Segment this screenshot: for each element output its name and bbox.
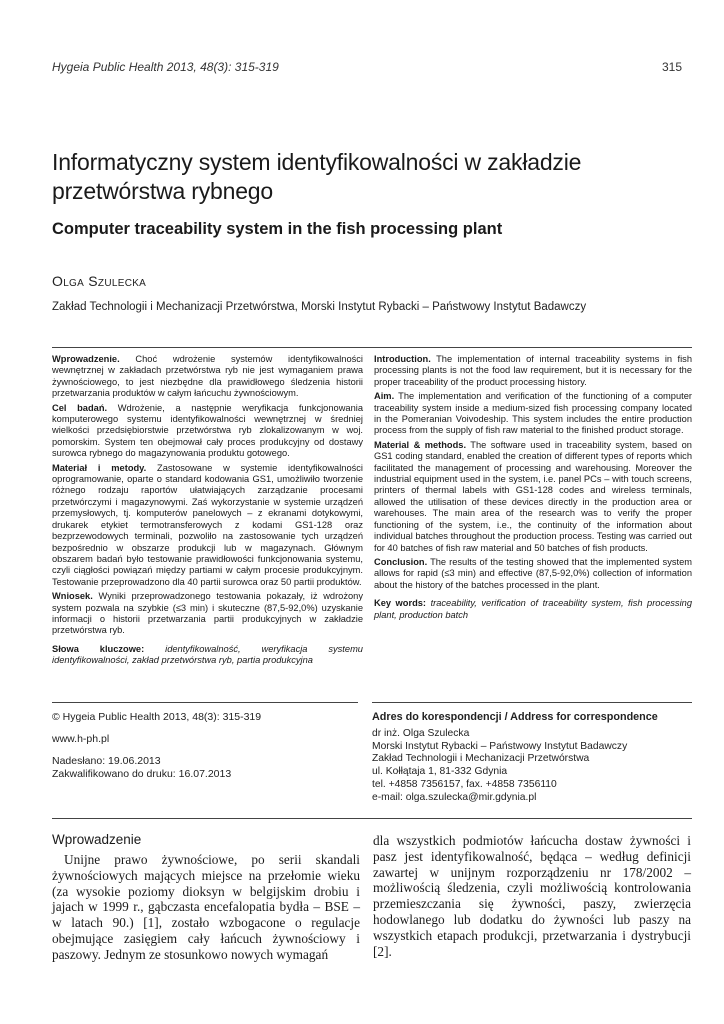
abstract-pl-intro-text: Choć wdrożenie systemów identyfikowalności wewnętrznej w zakładach przetwórstwa ryb nie jest wymaganiem prawa żywnościowego, to jest niezbędne dla prawidłowego śledzenia historii przetwarzania produktów w całym łańcuchu żywnościowym. [52, 354, 363, 399]
abstract-en-aim-label: Aim. [374, 391, 395, 402]
abstract-en-intro-label: Introduction. [374, 354, 431, 364]
abstract-en-conclusion [374, 557, 692, 591]
correspondence-institute: Morski Instytut Rybacki – Państwowy Instytut Badawczy [372, 740, 628, 752]
abstract-pl-conclusions-text: Wyniki przeprowadzonego testowania pokazały, iż wdrożony system pozwala na szybkie (≤3 min) i skuteczne (87,5-92,0%) uzyskanie informacji o historii przetwarzania partii produkcyjnych w zakładzie przetwórstwa ryb. [52, 591, 363, 636]
abstract-en-intro [374, 354, 692, 388]
keywords-en-text: traceability, verification of traceability system, fish processing plant, production batch [374, 598, 692, 620]
author-name: Olga Szulecka [52, 273, 147, 289]
abstract-en-methods [374, 440, 692, 554]
abstract-en-methods-label: Material & methods. [374, 439, 467, 450]
abstract-pl-aim-label: Cel badań. [52, 402, 108, 413]
author-affiliation: Zakład Technologii i Mechanizacji Przetwórstwa, Morski Instytut Rybacki – Państwowy Instytut Badawczy [52, 301, 587, 313]
abstract-pl-methods [52, 463, 363, 588]
abstract-pl-conclusions-label: Wniosek. [52, 591, 93, 602]
abstract-en-keywords [374, 598, 692, 621]
abstract-en-aim [374, 391, 692, 437]
running-head [52, 60, 682, 74]
correspondence-street: ul. Kołłątaja 1, 81-332 Gdynia [372, 766, 508, 778]
keywords-en-label: Key words: [374, 598, 427, 609]
abstract-pl-aim-text: Wdrożenie, a następnie weryfikacja funkcjonowania komputerowego systemu identyfikowalności wewnętrznej w średniej wielkości przedsiębiorstwie przetwórstwa ryb zlokalizowanym w woj. pomorskim. System ten obejmował cały proces produkcyjny od dostawy surowca rybnego do magazynowania produktu gotowego. [52, 402, 363, 459]
correspondence-block [372, 702, 692, 805]
abstract-en-conclusion-text: The results of the testing showed that the implemented system allows for rapid (≤3 min) and effective (87,5-92,0%) collection of information about the history of the batches processed in the plant. [374, 556, 692, 590]
abstract-pl-intro-label: Wprowadzenie. [52, 354, 120, 364]
body-paragraph-2: dla wszystkich podmiotów łańcucha dostaw żywności i pasz jest identyfikowalność, będąca – według definicji zawartej w unijnym rozporządzeniu nr 178/2002 – możliwością śledzenia, czyli możliwością kontrolowania przemieszczania się żywności, paszy, zwierzęcia hodowlanego lub dodatku do żywności lub paszy na wszystkich etapach produkcji, przetwarzania i dystrybucji [2]. [373, 833, 691, 959]
abstract-pl-intro [52, 354, 363, 400]
page-number: 315 [661, 60, 682, 74]
body-column-left [52, 832, 360, 963]
website-link[interactable]: www.h-ph.pl [52, 733, 110, 745]
abstract-english [374, 354, 692, 624]
abstract-en-aim-text: The implementation and verification of the functioning of a computer traceability system inside a medium-sized fish processing company located in the Pomeranian Voivodeship. This system includes the entire production process from the supply of fish raw material to the finished product storage. [374, 391, 692, 436]
publication-meta [52, 702, 358, 781]
abstract-en-methods-text: The software used in traceability system, based on GS1 coding standard, enabled the creation of different types of reports which facilitated the management of processing and warehousing. Moreover the industrial equipment used in the system, i.e. panel PCs – with touch screens, printers of thermal labels with GS1-128 codes and wireless terminals, allowed the utilisation of these devices directly in the production area or warehouses. The main area of the research was to verify the proper functioning of the system, i.e., the continuity of the information about individual batches throughout the production process. Testing was carried out for 40 batches of fish raw material and 50 batches of fish products. [374, 439, 692, 553]
abstract-polish [52, 354, 363, 670]
abstract-pl-methods-text: Zastosowane w systemie identyfikowalności oprogramowanie, oparte o standard kodowania GS1, umożliwiło tworzenie różnego rodzaju raportów ułatwiających zarządzanie procesami przetwórczymi i magazynowymi. Zaś wykorzystanie w systemie urządzeń przemysłowych, tj. komputerów panelowych – z ekranami dotykowymi, drukarek etykiet termotransferowych z kodami GS1-128 oraz bezprzewodowych terminali, pozwoliło na zastosowanie tych urządzeń bezpośrednio w obszarze produkcji lub w magazynach. Głównym obszarem badań było testowanie prawidłowości funkcjonowania systemu, czyli ciągłości powiązań między partiami w całym procesie produkcyjnym. Testowanie przeprowadzono dla 40 partii surowca oraz 50 partii produktów. [52, 462, 363, 587]
abstract-pl-keywords [52, 644, 363, 667]
journal-citation: Hygeia Public Health 2013, 48(3): 315-319 [52, 60, 279, 74]
abstract-pl-aim [52, 403, 363, 460]
keywords-pl-text: identyfikowalność, weryfikacja systemu identyfikowalności, zakład przetwórstwa ryb, partia produkcyjna [52, 643, 363, 666]
body-paragraph-1: Unijne prawo żywnościowe, po serii skandali żywnościowych mających miejsce na przełomie wieku (za wysokie poziomy dioksyn w belgijskim drobiu i jajach w 1999 r., gąbczasta encefalopatia bydła – BSE – w latach 90.) [1], zostało wzbogacone o regulacje obejmujące zasięgiem cały łańcuch żywnościowy i paszowy. Jednym ze stosunkowo nowych wymagań [52, 852, 360, 962]
copyright-line: © Hygeia Public Health 2013, 48(3): 315-319 [52, 711, 262, 723]
section-heading: Wprowadzenie [52, 832, 142, 847]
correspondence-department: Zakład Technologii i Mechanizacji Przetwórstwa [372, 753, 590, 765]
abstract-section [52, 347, 692, 703]
abstract-pl-methods-label: Materiał i metody. [52, 462, 147, 473]
section-divider [52, 818, 692, 819]
title-polish: Informatyczny system identyfikowalności w zakładzie przetwórstwa rybnego [52, 149, 582, 204]
abstract-en-conclusion-label: Conclusion. [374, 556, 428, 567]
correspondence-email[interactable]: e-mail: olga.szulecka@mir.gdynia.pl [372, 791, 537, 803]
correspondence-heading: Adres do korespondencji / Address for correspondence [372, 711, 658, 723]
correspondence-phone: tel. +4858 7356157, fax. +4858 7356110 [372, 778, 557, 790]
abstract-en-intro-text: The implementation of internal traceability systems in fish processing plants is not the food law requirement, but it is necessary for the proper traceability of the product processing history. [374, 354, 692, 387]
correspondence-name: dr inż. Olga Szulecka [372, 727, 470, 739]
abstract-pl-conclusions [52, 591, 363, 637]
submitted-date: Nadesłano: 19.06.2013 [52, 755, 161, 767]
title-english: Computer traceability system in the fish processing plant [52, 220, 503, 238]
accepted-date: Zakwalifikowano do druku: 16.07.2013 [52, 768, 232, 780]
body-column-right [373, 833, 691, 959]
keywords-pl-label: Słowa kluczowe: [52, 643, 145, 654]
